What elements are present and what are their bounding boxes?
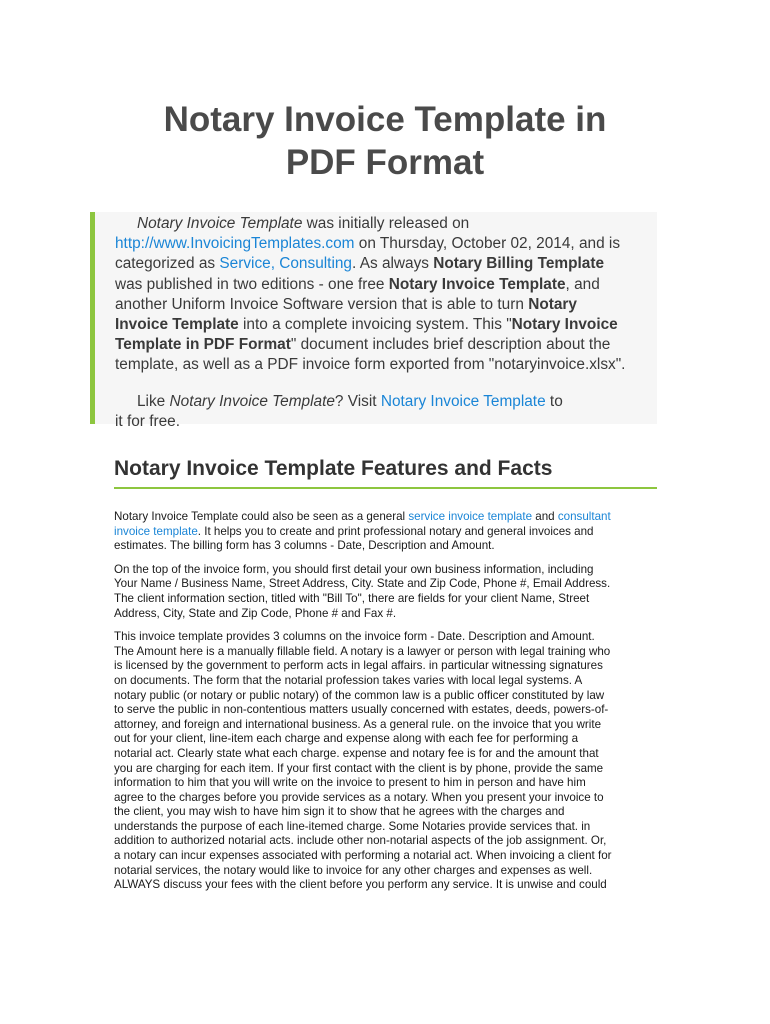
body-paragraph-3 [114, 630, 659, 893]
text-line: The client information section, titled with "Bill To", there are fields for your client Name, Street [114, 591, 590, 605]
text-line: ALWAYS discuss your fees with the client before you perform any service. It is unwise and could [114, 878, 607, 892]
text-line: a notary can incur expenses associated with performing a notarial act. When invoicing a client for [114, 849, 612, 863]
intro-blockquote [90, 212, 657, 430]
text-line: notarial services, the notary would like to invoice for any other charges and expenses as well. [114, 863, 593, 877]
body-text [114, 510, 659, 902]
body-paragraph-2 [114, 563, 659, 621]
title-line-2: PDF Format [285, 143, 485, 182]
text-line: Address, City, State and Zip Code, Phone # and Fax #. [114, 606, 397, 620]
text-line: is licensed by the government to perform acts in legal affairs. in particular witnessing signatures [114, 659, 603, 673]
site-link[interactable]: http://www.InvoicingTemplates.com [115, 235, 355, 253]
visit-link[interactable]: Notary Invoice Template [380, 392, 546, 410]
text-line: On the top of the invoice form, you should first detail your own business information, including [114, 562, 594, 576]
text-line: Your Name / Business Name, Street Address, City. State and Zip Code, Phone #, Email Address. [114, 577, 611, 591]
text-line: agree to the charges before you provide services as a notary. When you present your invoice to [114, 790, 604, 804]
text-line: The Amount here is a manually fillable field. A notary is a lawyer or person with legal training who [114, 644, 611, 658]
intro-paragraph-1: Notary Invoice Template was initially released on http://www.InvoicingTemplates.com on Thursday, October 02, 2014, and is categorized as Service, Consulting. As always Notary Billing Template was published in two editions - one free Notary Invoice Template, and another Uniform Invoice Software version that is able to turn Notary Invoice Template into a complete invoicing system. This "Notary Invoice Template in PDF Format" document includes brief description about the template, as well as a PDF invoice form exported from "notaryinvoice.xlsx". [115, 215, 626, 374]
text-line: on documents. The form that the notarial profession takes varies with local legal systems. A [114, 673, 583, 687]
consultant-invoice-link[interactable]: consultant [557, 510, 611, 523]
text-line: understands the purpose of each line-itemed charge. Some Notaries provide services that. in [114, 819, 591, 833]
text-line: notary public (or notary or public notary) of the common law is a public officer constituted by law [114, 688, 605, 702]
consultant-invoice-link-cont[interactable]: invoice template [114, 524, 198, 538]
text-line: addition to authorized notarial acts. include other non-notarial aspects of the job assignment. Or, [114, 834, 607, 848]
body-paragraph-1: Notary Invoice Template could also be seen as a general service invoice template and consultant invoice template. It helps you to create and print professional notary and general invoices and estimates. The billing form has 3 columns - Date, Description and Amount. [114, 510, 611, 553]
text-line: to serve the public in non-contentious matters usually concerned with estates, deeds, powers-of- [114, 703, 609, 717]
text-line: attorney, and foreign and international business. As a general rule. on the invoice that you write [114, 717, 602, 731]
service-invoice-link[interactable]: service invoice template [408, 510, 533, 523]
text-line: out for your client, line-item each charge and expense along with each fee for performing a [114, 732, 579, 746]
text-line: notarial act. Clearly state what each charge. expense and notary fee is for and the amount that [114, 746, 599, 760]
page-title [110, 98, 660, 184]
section-heading: Notary Invoice Template Features and Facts [114, 454, 657, 489]
title-line-1: Notary Invoice Template in [163, 100, 607, 139]
text-line: the client, you may wish to have him sign it to show that he agrees with the charges and [114, 805, 565, 819]
intro-paragraph-2: Like Notary Invoice Template? Visit Notary Invoice Template to it for free. [115, 392, 563, 430]
text-line: This invoice template provides 3 columns on the invoice form - Date. Description and Amount. [114, 630, 595, 644]
text-line: information to him that you will write on the invoice to present to him in person and have him [114, 776, 586, 790]
text-line: you are charging for each item. If your first contact with the client is by phone, provide the same [114, 761, 604, 775]
category-link[interactable]: Service, Consulting [219, 255, 352, 273]
